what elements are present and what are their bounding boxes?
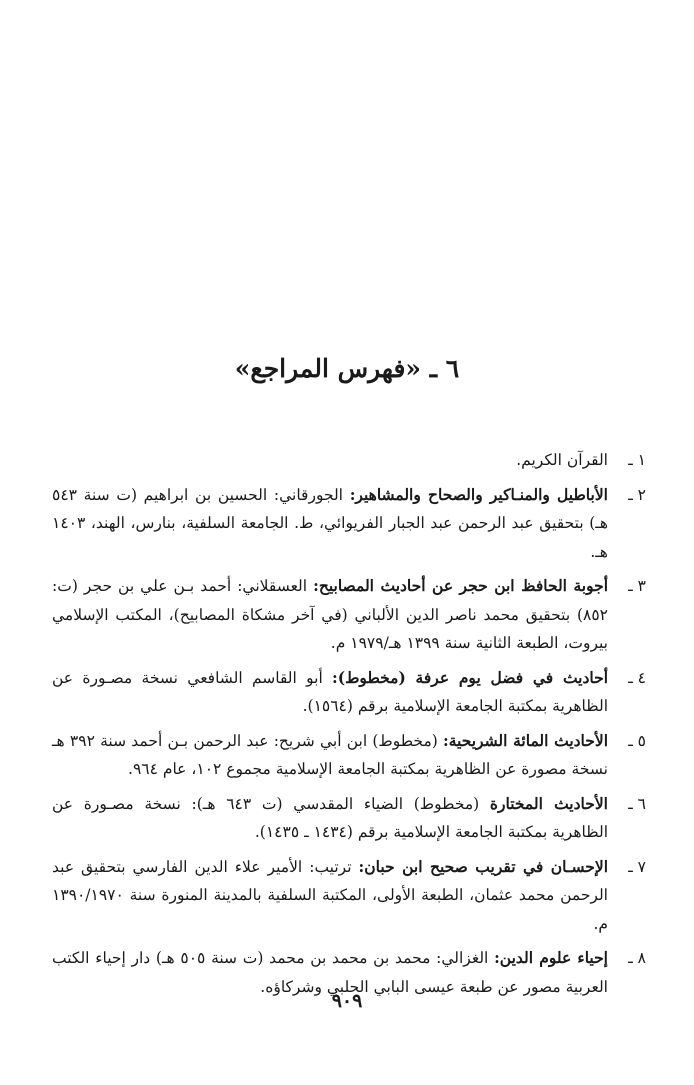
entry-number: ٨ ـ	[628, 949, 646, 967]
entry-text: الغزالي: محمد بن محمد بن محمد (ت سنة ٥٠٥ هـ) دار إحياء الكتب العربية مصور عن طبعة عيسى البابي الحلبي وشركاؤه.	[52, 949, 608, 996]
entry-number: ٢ ـ	[628, 485, 646, 504]
entry-title: الأحاديث المختارة	[489, 793, 608, 813]
entry-title: أجوبة الحافظ ابن حجر عن أحاديث المصابيح:	[313, 576, 608, 595]
reference-entry-6	[52, 790, 646, 847]
entry-title: الأباطيل والمنـاكير والصحاح والمشاهير:	[349, 484, 608, 504]
entry-text: أبو القاسم الشافعي نسخة مصـورة عن الظاهرية بمكتبة الجامعة الإسلامية برقم (١٥٦٤).	[52, 668, 608, 715]
section-heading: ٦ ـ «فهرس المراجع»	[234, 354, 460, 383]
reference-entry-3	[52, 572, 646, 658]
entry-number: ٤ ـ	[628, 668, 646, 687]
entry-title: أحاديث في فضل يوم عرفة (مخطوط):	[332, 667, 608, 687]
entry-number: ١ ـ	[628, 451, 646, 469]
entry-text: (مخطوط) ابن أبي شريح: عبد الرحمن بـن أحمد سنة ٣٩٢ هـ نسخة مصورة عن الظاهرية بمكتبة الجامعة الإسلامية مجموع ١٠٢، عام ٩٦٤.	[52, 731, 608, 778]
reference-entry-5	[52, 727, 646, 784]
entry-title: إحياء علوم الدين:	[494, 948, 608, 967]
page-number: ٩٠٩	[331, 990, 363, 1012]
entry-text: (مخطوط) الضياء المقدسي (ت ٦٤٣ هـ): نسخة مصـورة عن الظاهرية بمكتبة الجامعة الإسلامية برقم (١٤٣٤ ـ ١٤٣٥).	[52, 794, 608, 841]
entry-text: ترتيب: الأمير علاء الدين الفارسي بتحقيق عبد الرحمن محمد عثمان، الطبعة الأولى، المكتبة السلفية بالمدينة المنورة سنة ١٣٩٠/١٩٧٠ م.	[52, 857, 608, 933]
entry-number: ٣ ـ	[628, 577, 646, 595]
entry-text: القرآن الكريم.	[516, 451, 608, 469]
reference-entry-7	[52, 853, 646, 939]
references-list	[52, 446, 646, 1007]
entry-number: ٧ ـ	[628, 857, 646, 876]
entry-title: الأحاديث المائة الشريحية:	[443, 730, 608, 750]
entry-title: الإحسـان في تقريب صحيح ابن حبان:	[358, 856, 608, 876]
entry-number: ٥ ـ	[628, 731, 646, 750]
reference-entry-2	[52, 481, 646, 567]
reference-entry-1	[52, 446, 646, 475]
entry-text: العسقلاني: أحمد بـن علي بن حجر (ت: ٨٥٢) بتحقيق محمد ناصر الدين الألباني (في آخر مشكاة المصابيح)، المكتب الإسلامي بيروت، الطبعة الثانية سنة ١٣٩٩ هـ/١٩٧٩ م.	[52, 577, 608, 652]
entry-text: الجورقاني: الحسين بن ابراهيم (ت سنة ٥٤٣ هـ) بتحقيق عبد الرحمن عبد الجبار الفريوائي، ط. الجامعة السلفية، بنارس، الهند، ١٤٠٣ هـ.	[52, 485, 608, 561]
reference-entry-4	[52, 664, 646, 721]
entry-number: ٦ ـ	[628, 794, 646, 813]
